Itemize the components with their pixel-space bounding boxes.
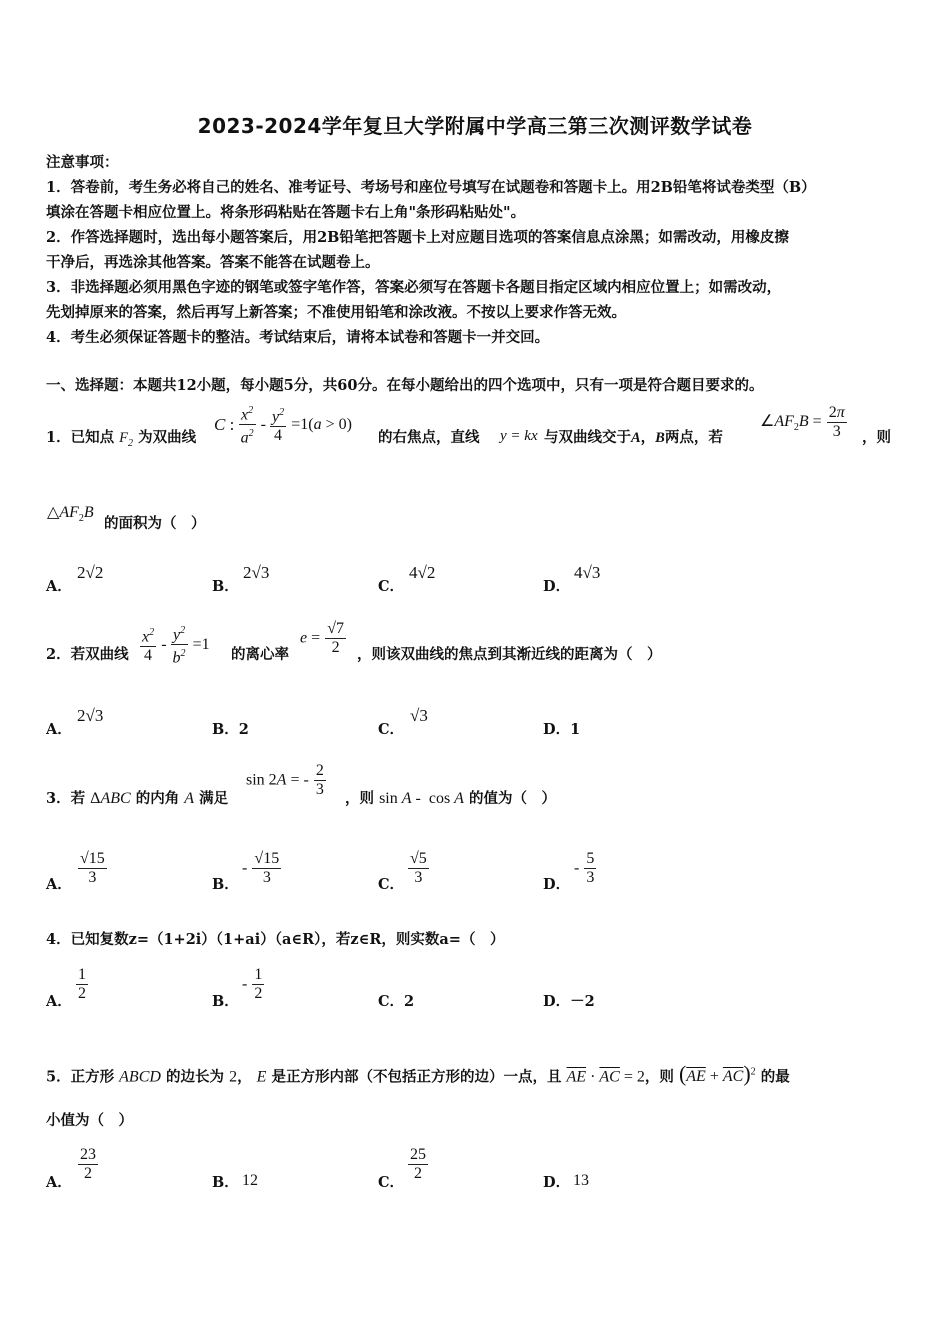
q1-triangle: $\triangle AF_2B$ (47, 504, 94, 525)
notice-line-2: 填涂在答题卡相应位置上。将条形码粘贴在答题卡右上角"条形码粘贴处"。 (46, 204, 526, 221)
q3-option-b-value: - $\frac{√15}{3}$ (242, 850, 280, 886)
q1-option-a-label: A． (46, 578, 72, 595)
q4-option-b-value: - $\frac{1}{2}$ (242, 966, 263, 1002)
q1-hyperbola-formula: C : $\frac{x^2}{a^2}$ - $\frac{y^2}{4}$ =1(a > 0) (214, 402, 352, 448)
q3-option-c-label: C． (378, 876, 405, 893)
q4-text: 4．已知复数z=（1+2i）（1+ai）（a∈R），若z∈R，则实数a=（ ） (46, 931, 505, 948)
section-heading: 一、选择题：本题共12小题，每小题5分，共60分。在每小题给出的四个选项中，只有一项是符合题目要求的。 (46, 377, 764, 394)
q3-option-c-value: $\frac{√5}{3}$ (410, 850, 427, 886)
q5-text-6: 的最 (760, 1068, 790, 1086)
q5-option-b-label: B． (212, 1174, 239, 1191)
q1-text-7: 的面积为（ ） (104, 515, 206, 532)
q4-option-a-value: $\frac{1}{2}$ (78, 966, 86, 1002)
notice-line-5: 3．非选择题必须用黑色字迹的钢笔或签字笔作答，答案必须写在答题卡各题目指定区域内相应位置上；如需改动， (46, 279, 782, 296)
q1-line-formula: y = kx (500, 428, 538, 444)
q5-option-c-value: $\frac{25}{2}$ (410, 1146, 426, 1182)
q4-option-d: D．－2 (543, 993, 595, 1010)
q3-option-d-value: - $\frac{5}{3}$ (574, 850, 595, 886)
q3-option-a-value: $\frac{√15}{3}$ (80, 850, 105, 886)
notice-line-4: 干净后，再选涂其他答案。答案不能答在试题卷上。 (46, 254, 380, 271)
q1-text-3: 的右焦点，直线 (378, 429, 480, 446)
q5-option-d-label: D． (543, 1174, 571, 1191)
q1-option-a-value: 2√2 (77, 563, 104, 582)
q5-option-d-value: 13 (573, 1172, 589, 1189)
q5-text-2: 的边长为 (166, 1068, 224, 1086)
q5-option-a-value: $\frac{23}{2}$ (80, 1146, 96, 1182)
q4-option-b-label: B． (212, 993, 239, 1010)
q3-text-1: 3．若 (46, 790, 86, 807)
q3-condition-formula: sin 2A = - $\frac{2}{3}$ (246, 762, 324, 798)
q4-option-a-label: A． (46, 993, 72, 1010)
notice-line-7: 4．考生必须保证答题卡的整洁。考试结束后，请将本试卷和答题卡一并交回。 (46, 329, 550, 346)
q2-option-d: D．1 (543, 721, 581, 738)
q1-text-2: 为双曲线 (138, 429, 197, 446)
q1-f2: $F_2$ (119, 430, 134, 449)
q1-option-d-label: D． (543, 578, 571, 595)
q1-text-5: 两点，若 (664, 429, 723, 446)
q5-text-7: 小值为（ ） (46, 1112, 133, 1129)
q3-option-a-label: A． (46, 876, 72, 893)
q2-option-b: B．2 (212, 721, 249, 738)
q5-text-1: 5．正方形 (46, 1068, 115, 1086)
q5-text-4: 是正方形内部（不包括正方形的边）一点，且 (271, 1068, 562, 1086)
q2-text-3: ，则该双曲线的焦点到其渐近线的距离为（ ） (357, 646, 662, 663)
q3-text-5: 的值为（ ） (469, 790, 557, 807)
q1-option-b-value: 2√3 (243, 563, 270, 582)
q2-text-2: 的离心率 (231, 646, 289, 663)
q1-text-4: 与双曲线交于 (544, 429, 631, 446)
notice-line-1: 1．答卷前，考生务必将自己的姓名、准考证号、考场号和座位号填写在试题卷和答题卡上。用2B铅笔将试卷类型（B） (46, 179, 816, 196)
q3-text-3: 满足 (199, 790, 229, 807)
q2-option-c-label: C． (378, 721, 405, 738)
q2-option-c-value: √3 (410, 706, 428, 725)
notice-line-3: 2．作答选择题时，选出每小题答案后，用2B铅笔把答题卡上对应题目选项的答案信息点涂黑；如需改动，用橡皮擦 (46, 229, 789, 246)
notice-heading: 注意事项： (46, 154, 119, 171)
q2-option-a-value: 2√3 (77, 706, 104, 725)
q1-text-6: ，则 (862, 429, 891, 446)
q3-option-b-label: B． (212, 876, 239, 893)
q1-angle-formula: $\angle AF_2B$ = $\frac{2\pi}{3}$ (760, 404, 845, 440)
q5-text-5: ，则 (644, 1068, 674, 1086)
q1-option-c-value: 4√2 (409, 563, 436, 582)
q2-text-1: 2．若双曲线 (46, 646, 129, 663)
q1-text-1: 1．已知点 (46, 429, 115, 446)
notice-line-6: 先划掉原来的答案，然后再写上新答案；不准使用铅笔和涂改液。不按以上要求作答无效。 (46, 304, 626, 321)
q5-option-c-label: C． (378, 1174, 405, 1191)
q3-text-2: 的内角 (135, 790, 180, 807)
q2-eccentricity-formula: e = $\frac{√7}{2}$ (300, 620, 345, 656)
exam-title: 2023-2024学年复旦大学附属中学高三第三次测评数学试卷 (197, 114, 753, 138)
q3-option-d-label: D． (543, 876, 571, 893)
q1-option-d-value: 4√3 (574, 563, 601, 582)
q5-option-b-value: 12 (242, 1172, 258, 1189)
q1-option-c-label: C． (378, 578, 405, 595)
q4-option-c: C．2 (378, 993, 415, 1010)
q1-option-b-label: B． (212, 578, 239, 595)
q5-option-a-label: A． (46, 1174, 72, 1191)
q2-option-a-label: A． (46, 721, 72, 738)
exam-page: 2023-2024学年复旦大学附属中学高三第三次测评数学试卷 注意事项： 1．答卷前，考生务必将自己的姓名、准考证号、考场号和座位号填写在试题卷和答题卡上。用2B铅笔将试卷类型（B） 填涂在答题卡相应位置上。将条形码粘贴在答题卡右上角"条形码粘贴处"。 2．作答选择题时，选出每小题答案后，用2B铅笔把答题卡上对应题目选项的答案信息点涂黑；如需改动，用橡皮擦 干净后，再选涂其他答案。答案不能答在试题卷上。 3．非选择题必须用黑色字迹的钢笔或签字笔作答，答案必须写在答题卡各题目指定区域内相应位置上；如需改动， 先划掉原来的答案，然后再写上新答案；不准使用铅笔和涂改液。不按以上要求作答无效。 4．考生必须保证答题卡的整洁。考试结束后，请将本试卷和答题卡一并交回。 一、选择题：本题共12小题，每小题5分，共60分。在每小题给出的四个选项中，只有一项是符合题目要求的。 1．已知点 $F_2$ 为双曲线 C : $\frac{x^2}{a^2}$ - $\frac{y^2}{4}$ =1(a > 0) 的右焦点，直线 y = kx 与双曲线交于A，B两点，若 $\angle AF_2B$ = $\frac{2\pi}{3}$ ，则 $\triangle AF_2B$ 的面积为（ ） A． 2√2 B． 2√3 C． 4√2 D． 4√3 2．若双曲线 $\frac{x^2}{4}$ - $\frac{y^2}{b^2}$ =1 的离心率 e = $\frac{√7}{2}$ ，则该双曲线的焦点到其渐近线的距离为（ ） A． 2√3 B．2 C． √3 D．1 3．若 ΔABC 的内角 A 满足 sin 2A = - $\frac{2}{3}$ ，则 sin A - cos A 的值为（ ） A． $\frac{√15}{3}$ B． - $\frac{√15}{3}$ C． $\frac{√5}{3}$ D． - $\frac{5}{3}$ 4．已知复数z=（1+2i）（1+ai）（a∈R），若z∈R，则实数a=（ ） A． $\frac{1}{2}$ B． - $\frac{1}{2}$ C．2 D．－2 5．正方形 ABCD 的边长为 2， E 是正方形内部（不包括正方形的边）一点，且 $\overline{AE} \cdot \overline{AC} = 2$，则 $(\overline{AE} + \overline{AC})^2$ 的最 小值为（ ） A． $\frac{23}{2}$ B． 12 C． $\frac{25}{2}$ D． 13 (0, 0, 950, 1344)
q2-hyperbola-formula: $\frac{x^2}{4}$ - $\frac{y^2}{b^2}$ =1 (140, 622, 210, 668)
q3-text-4: ，则 (345, 790, 374, 807)
q5-text-3: ， (237, 1068, 252, 1086)
